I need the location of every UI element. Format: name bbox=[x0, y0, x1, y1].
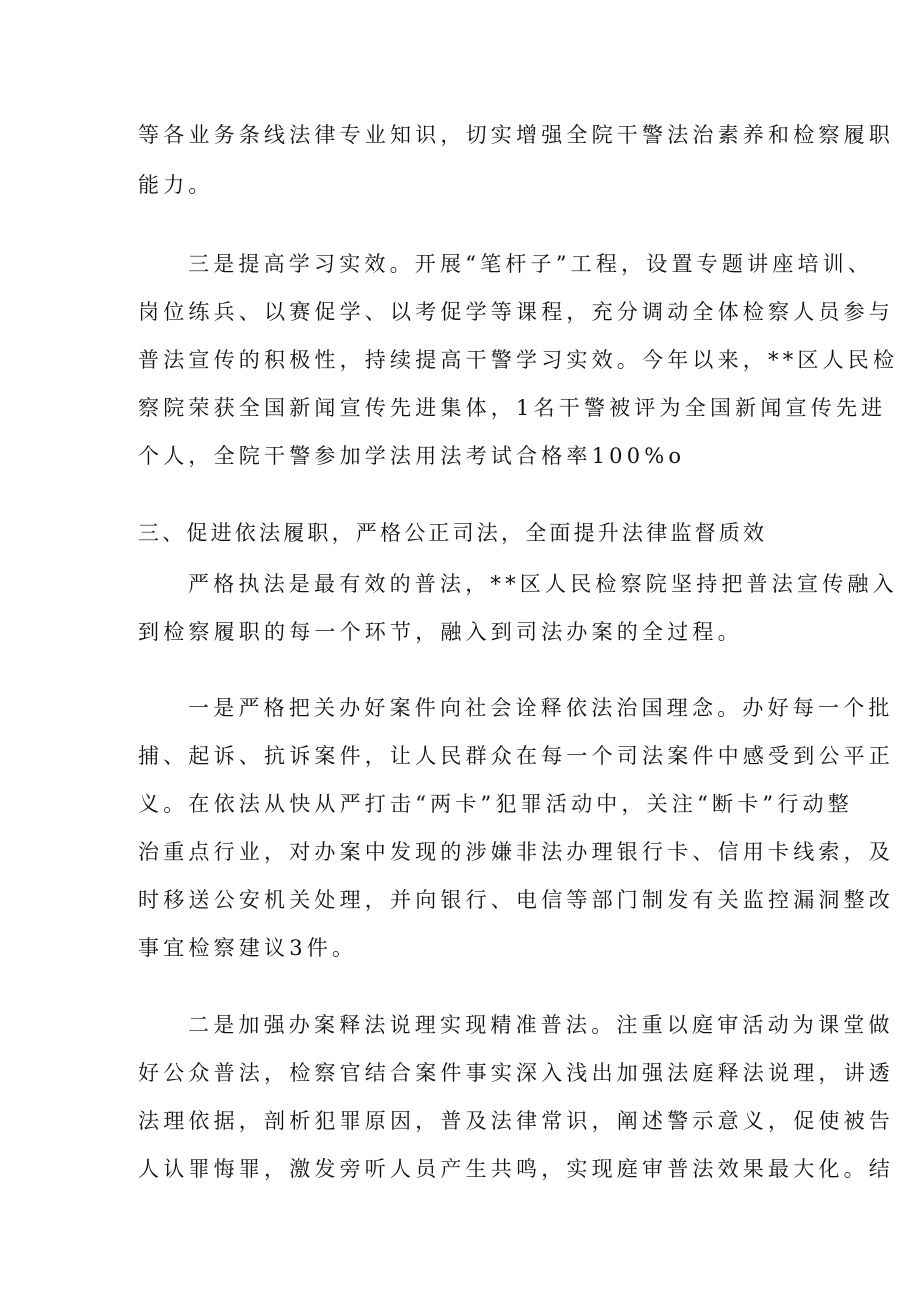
paragraph-5-line-4: 人认罪悔罪，激发旁听人员产生共鸣，实现庭审普法效果最大化。结 bbox=[138, 1157, 894, 1181]
paragraph-1-line-1: 等各业务条线法律专业知识，切实增强全院干警法治素养和检察履职 bbox=[138, 123, 894, 147]
paragraph-2-line-4: 察院荣获全国新闻宣传先进集体，1名干警被评为全国新闻宣传先进 bbox=[138, 396, 887, 420]
paragraph-5-line-2: 好公众普法，检察官结合案件事实深入浅出加强法庭释法说理，讲透 bbox=[138, 1061, 894, 1085]
section-heading-3: 三、促进依法履职，严格公正司法，全面提升法律监督质效 bbox=[138, 521, 768, 545]
paragraph-4-line-5: 时移送公安机关处理，并向银行、电信等部门制发有关监控漏洞整改 bbox=[138, 888, 894, 912]
paragraph-4-line-2: 捕、起诉、抗诉案件，让人民群众在每一个司法案件中感受到公平正 bbox=[138, 744, 894, 768]
paragraph-2-line-2: 岗位练兵、以赛促学、以考促学等课程，充分调动全体检察人员参与 bbox=[138, 300, 894, 324]
paragraph-4-line-4: 治重点行业，对办案中发现的涉嫌非法办理银行卡、信用卡线索，及 bbox=[138, 840, 894, 864]
paragraph-2-line-5: 个人，全院干警参加学法用法考试合格率100%o bbox=[138, 444, 686, 468]
paragraph-2-line-3: 普法宣传的积极性，持续提高干警学习实效。今年以来，**区人民检 bbox=[138, 348, 899, 372]
paragraph-4-line-3: 义。在依法从快从严打击“两卡”犯罪活动中，关注“断卡”行动整 bbox=[138, 792, 853, 816]
paragraph-5-line-1: 二是加强办案释法说理实现精准普法。注重以庭审活动为课堂做 bbox=[188, 1013, 894, 1037]
paragraph-5-line-3: 法理依据，剖析犯罪原因，普及法律常识，阐述警示意义，促使被告 bbox=[138, 1109, 894, 1133]
paragraph-1-line-2: 能力。 bbox=[138, 173, 214, 197]
paragraph-4-line-1: 一是严格把关办好案件向社会诠释依法治国理念。办好每一个批 bbox=[188, 696, 894, 720]
paragraph-3-line-2: 到检察履职的每一个环节，融入到司法办案的全过程。 bbox=[138, 620, 743, 644]
paragraph-2-line-1: 三是提高学习实效。开展“笔杆子”工程，设置专题讲座培训、 bbox=[188, 252, 874, 276]
paragraph-3-line-1: 严格执法是最有效的普法，**区人民检察院坚持把普法宣传融入 bbox=[188, 572, 898, 596]
paragraph-4-line-6: 事宜检察建议3件。 bbox=[138, 936, 358, 960]
